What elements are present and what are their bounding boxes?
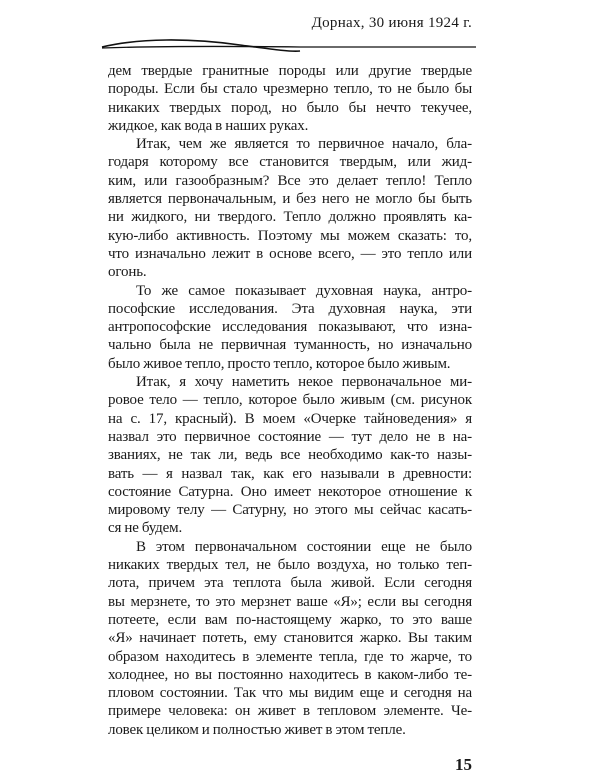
text-line: состояние Сатурна. Оно имеет некоторое отношение к xyxy=(108,483,472,500)
text-line: жидкое, как вода в наших руках. xyxy=(108,117,309,134)
text-line: дем твердые гранитные породы или другие твердые xyxy=(108,63,472,79)
text-line: чально была не первичная туманность, но изначально xyxy=(108,337,472,354)
text-line: годаря которому все становится твердым, или жид- xyxy=(108,154,472,171)
text-line: лота, причем эта теплота была живой. Если сегодня xyxy=(108,575,472,592)
text-line: потеете, если вам по-настоящему жарко, то это ваше xyxy=(108,611,472,628)
text-line: никаких твердых пород, но было бы нечто текучее, xyxy=(108,99,472,116)
text-line: антропософские исследования показывают, что изна- xyxy=(108,319,472,336)
paragraph xyxy=(108,538,472,739)
text-line: В этом первоначальном состоянии еще не было xyxy=(136,538,472,555)
text-line: Итак, я хочу наметить некое первоначальное ми- xyxy=(136,374,472,391)
text-line: на с. 17, красный). В моем «Очерке тайноведения» я xyxy=(108,410,472,427)
text-line: огонь. xyxy=(108,264,147,281)
text-line: кую-либо активность. Поэтому мы можем сказать: то, xyxy=(108,227,472,244)
paragraph xyxy=(108,62,472,135)
text-line: холоднее, но вы постоянно находитесь в каком-либо те- xyxy=(108,666,472,683)
text-line: ловек целиком и полностью живет в этом тепле. xyxy=(108,721,406,738)
text-line: никаких твердых тел, не было воздуха, но только теп- xyxy=(108,557,472,574)
text-line: породы. Если бы стало чрезмерно тепло, то не было бы xyxy=(108,81,472,98)
page-content xyxy=(108,62,472,775)
text-line: пловом состоянии. Так что мы видим еще и сегодня на xyxy=(108,685,472,702)
text-line: образом находитесь в элементе тепла, где то жарче, то xyxy=(108,648,472,665)
running-header: Дорнах, 30 июня 1924 г. xyxy=(311,15,472,31)
text-line: ким, или газообразным? Все это делает тепло! Тепло xyxy=(108,172,472,189)
text-line: примере человека: он живет в тепловом элементе. Че- xyxy=(108,703,472,720)
text-line: Итак, чем же является то первичное начало, бла- xyxy=(136,136,472,153)
text-line: ни жидкого, ни твердого. Тепло должно проявлять ка- xyxy=(108,209,472,226)
text-line: что изначально лежит в основе всего, — это тепло или xyxy=(108,245,472,262)
page-number: 15 xyxy=(455,754,472,774)
text-line: пософские исследования. Эта духовная наука, эти xyxy=(108,300,472,317)
text-line: является первоначальным, и без него не могло бы быть xyxy=(108,191,472,208)
text-line: ся не будем. xyxy=(108,520,183,537)
text-line: было живое тепло, просто тепло, которое было живым. xyxy=(108,355,451,372)
text-line: вать — я назвал так, как его называли в древности: xyxy=(108,465,472,482)
text-line: вы мерзнете, то это мерзнет ваше «Я»; если вы сегодня xyxy=(108,593,472,610)
paragraph xyxy=(108,373,472,538)
text-line: назвал это первичное состояние — тут дело не в на- xyxy=(108,428,472,445)
text-line: ровое тело — тепло, которое было живым (см. рисунок xyxy=(108,392,472,409)
decorative-header-rule xyxy=(100,36,476,56)
paragraph xyxy=(108,282,472,373)
text-line: «Я» начинает потеть, ему становится жарко. Вы таким xyxy=(108,630,472,647)
text-line: То же самое показывает духовная наука, антро- xyxy=(136,282,472,299)
paragraph xyxy=(108,135,472,281)
text-line: званиях, не так ли, ведь все необходимо как-то назы- xyxy=(108,447,472,464)
page-body-text xyxy=(108,62,472,739)
text-line: мировому телу — Сатурну, но этого мы сейчас касать- xyxy=(108,502,472,519)
